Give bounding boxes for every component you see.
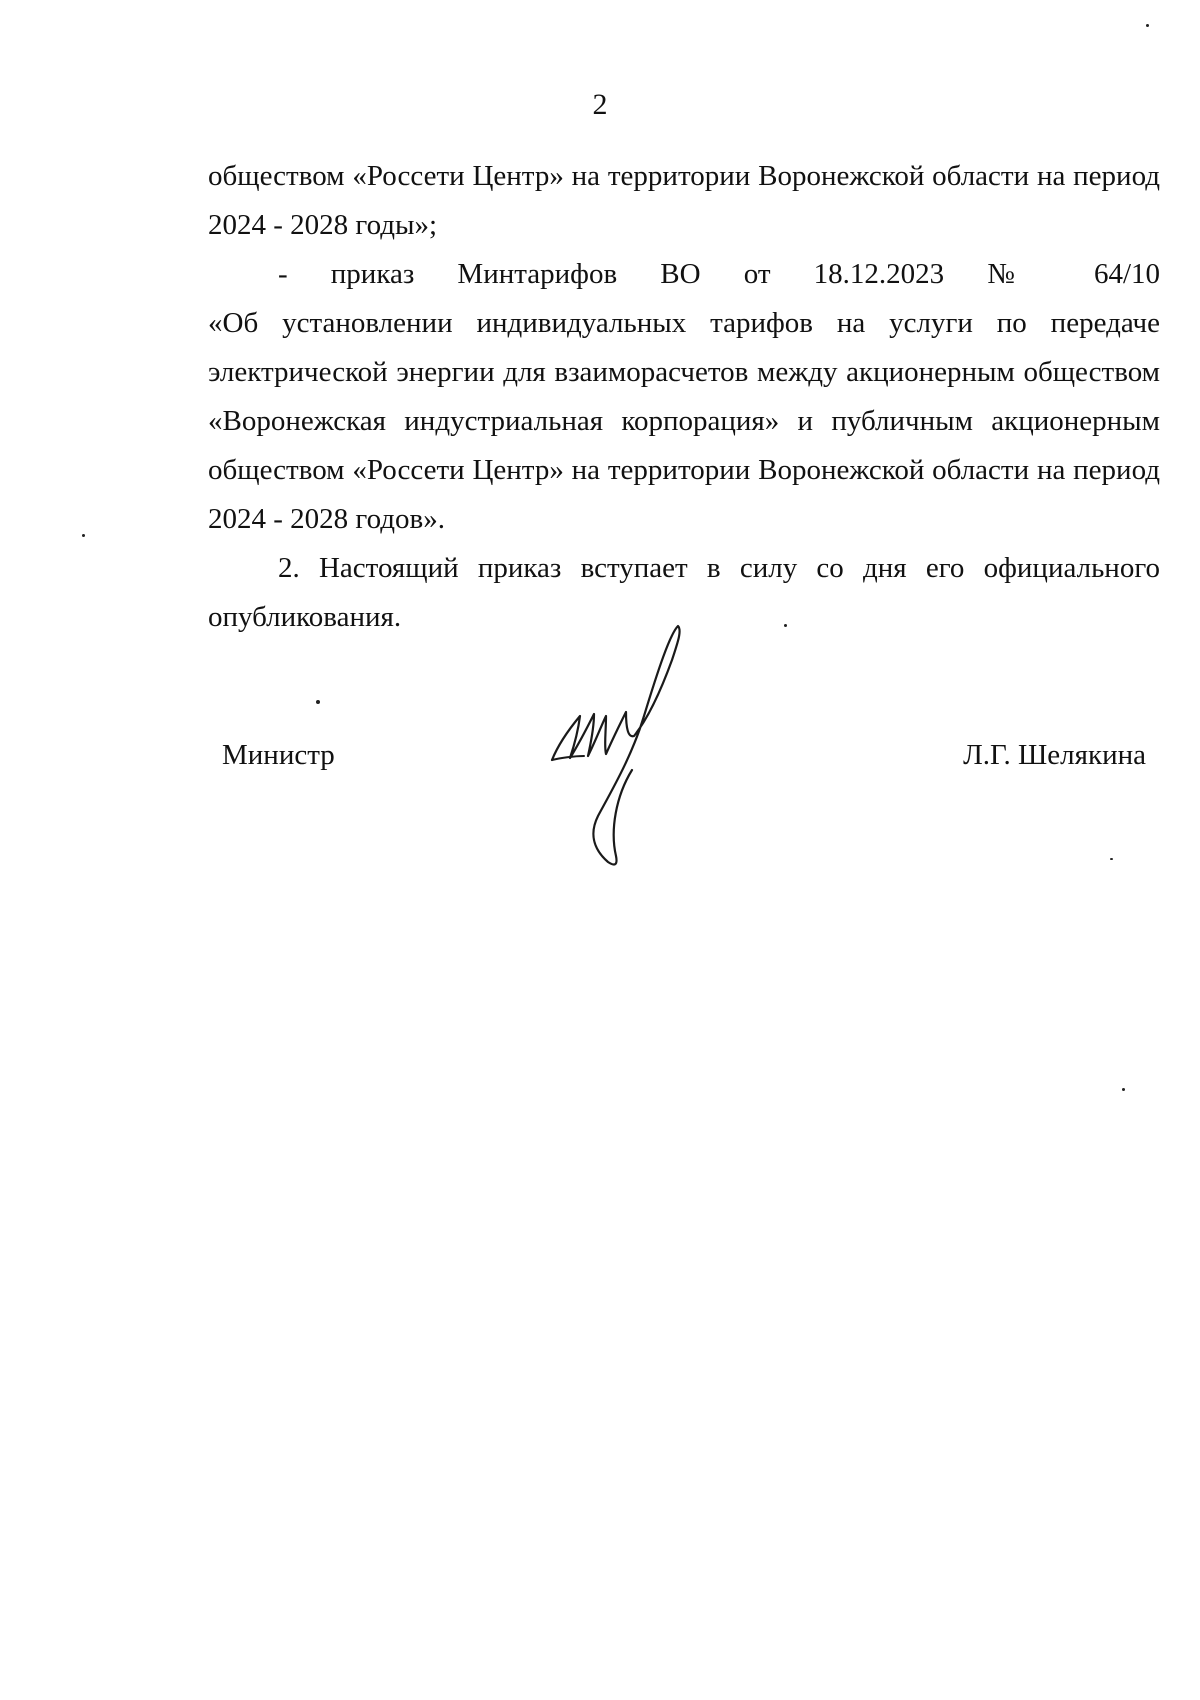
scan-speck [1146,24,1149,27]
signatory-position: Министр [222,739,335,771]
paragraph-continuation-end: 2024 - 2028 годы»; [208,209,438,241]
paragraph-continuation-line: обществом «Россети Центр» на территории Воронежской области на период [208,160,1160,192]
paragraph-effective-date: 2. Настоящий приказ вступает в силу со дня его официального опубликования. [208,552,1160,633]
scan-speck [1110,858,1113,860]
scan-speck [82,534,85,537]
signatory-name: Л.Г. Шелякина [963,739,1146,771]
page-number: 2 [592,88,608,121]
document-body [208,152,1160,642]
scan-speck [1122,1088,1125,1091]
handwritten-signature [540,620,720,870]
scan-speck [316,700,320,704]
list-item-order-title: «Об установлении индивидуальных тарифов на услуги по передаче электрической энергии для взаиморасчетов между акционерным обществом «Воронежская индустриальная корпорация» и публичным акционерным обществом «Россети Центр» на территории Воронежской области на период 2024 - 2028 годов». [208,307,1160,535]
list-item-order-heading: - приказ Минтарифов ВО от 18.12.2023 № 64/10 [278,258,1160,290]
scan-speck [784,624,787,627]
